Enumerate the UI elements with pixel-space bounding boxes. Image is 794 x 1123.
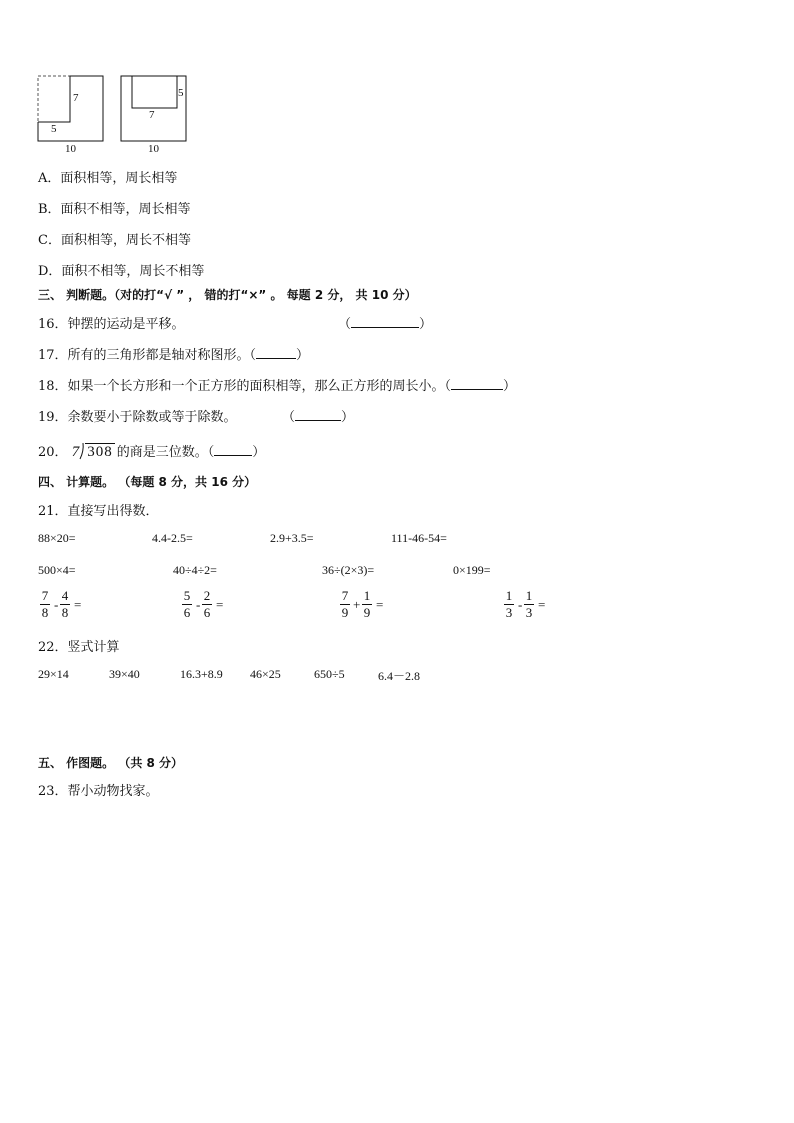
- perimeter-area-figure: [34, 72, 194, 158]
- paren-close: ）: [419, 317, 433, 332]
- divisor: 7: [71, 444, 80, 460]
- calc-row1-item4: 111-46-54=: [391, 531, 447, 545]
- dividend: 308: [87, 444, 113, 460]
- paren-close: ）: [341, 410, 355, 425]
- operator: -: [196, 597, 201, 612]
- equals-sign: =: [74, 597, 82, 612]
- paren-close: ）: [503, 379, 517, 394]
- left-shape-width-label: 5: [51, 123, 57, 135]
- numerator: 1: [363, 588, 371, 603]
- question-18: [38, 375, 516, 394]
- denominator: 9: [341, 605, 349, 620]
- denominator: 9: [363, 605, 371, 620]
- fraction: [182, 589, 192, 620]
- vertical-calc-3: 16.3+8.9: [180, 667, 223, 681]
- right-shape-width-label: 7: [149, 109, 155, 121]
- paren-open: （: [338, 317, 352, 332]
- denominator: 6: [183, 605, 191, 620]
- question-19-answer: [282, 406, 354, 425]
- fraction: [362, 589, 372, 620]
- equals-sign: =: [538, 597, 546, 612]
- answer-blank[interactable]: [451, 377, 503, 390]
- denominator: 3: [525, 605, 533, 620]
- vertical-calc-5: 650÷5: [314, 667, 345, 681]
- section4-title: 四、 计算题。 （每题 8 分，共 16 分）: [38, 475, 257, 489]
- left-shape: [38, 76, 103, 141]
- answer-blank[interactable]: [256, 346, 296, 359]
- option-b: B．面积不相等，周长相等: [38, 202, 191, 217]
- fraction: [202, 589, 212, 620]
- question-17-text: 17．所有的三角形都是轴对称图形。（: [38, 348, 257, 363]
- paren-close: ）: [252, 445, 266, 460]
- answer-blank[interactable]: [295, 408, 341, 421]
- numerator: 7: [341, 588, 349, 603]
- vertical-calc-1: 29×14: [38, 667, 69, 681]
- calc-row1-item2: 4.4-2.5=: [152, 531, 193, 545]
- operator: -: [518, 597, 523, 612]
- equals-sign: =: [376, 597, 384, 612]
- calc-row2-item1: 500×4=: [38, 563, 76, 577]
- calc-row2-item2: 40÷4÷2=: [173, 563, 217, 577]
- question-16: [38, 313, 185, 332]
- numerator: 1: [505, 588, 513, 603]
- fraction: [60, 589, 70, 620]
- operator: +: [353, 597, 361, 612]
- fraction: [504, 589, 514, 620]
- numerator: 7: [41, 588, 49, 603]
- question-21-label: 21．直接写出得数．: [38, 504, 159, 519]
- paren-close: ）: [296, 348, 310, 363]
- denominator: 3: [505, 605, 513, 620]
- denominator: 6: [203, 605, 211, 620]
- long-division: [72, 442, 115, 461]
- option-d: D．面积不相等，周长不相等: [38, 264, 205, 279]
- calc-row2-item3: 36÷(2×3)=: [322, 563, 375, 577]
- calc-row1-item3: 2.9+3.5=: [270, 531, 314, 545]
- question-18-text: 18．如果一个长方形和一个正方形的面积相等，那么正方形的周长小。（: [38, 379, 452, 394]
- numerator: 2: [203, 588, 211, 603]
- denominator: 8: [61, 605, 69, 620]
- paren-open: （: [282, 410, 296, 425]
- section5-title: 五、 作图题。 （共 8 分）: [38, 756, 184, 770]
- numerator: 1: [525, 588, 533, 603]
- question-22-label: 22．竖式计算: [38, 640, 120, 655]
- question-16-text: 16．钟摆的运动是平移。: [38, 317, 185, 332]
- denominator: 8: [41, 605, 49, 620]
- numerator: 5: [183, 588, 191, 603]
- vertical-calc-4: 46×25: [250, 667, 281, 681]
- operator: -: [54, 597, 59, 612]
- section3-title: 三、 判断题。（对的打“√ ” ， 错的打“×” 。 每题 2 分， 共 10 分）: [38, 288, 417, 302]
- question-16-answer: [338, 313, 432, 332]
- question-19: [38, 406, 237, 425]
- vertical-calc-2: 39×40: [109, 667, 140, 681]
- option-c: C．面积相等，周长不相等: [38, 233, 191, 248]
- question-23: 23．帮小动物找家。: [38, 784, 159, 799]
- answer-blank[interactable]: [214, 443, 252, 456]
- right-shape-outer-width-label: 10: [148, 143, 159, 155]
- fraction: [40, 589, 50, 620]
- answer-blank[interactable]: [351, 315, 419, 328]
- numerator: 4: [61, 588, 69, 603]
- calc-row2-item4: 0×199=: [453, 563, 491, 577]
- left-shape-height-label: 7: [73, 92, 79, 104]
- question-20-text: 的商是三位数。（: [116, 445, 215, 460]
- option-a: A．面积相等，周长相等: [38, 171, 178, 186]
- fraction: [340, 589, 350, 620]
- left-shape-outer-width-label: 10: [65, 143, 76, 155]
- question-17: [38, 344, 309, 363]
- vertical-calc-6: 6.4－2.8: [378, 669, 421, 683]
- question-19-text: 19．余数要小于除数或等于除数。: [38, 410, 237, 425]
- right-shape-height-label: 5: [178, 87, 184, 99]
- fraction: [524, 589, 534, 620]
- calc-row1-item1: 88×20=: [38, 531, 76, 545]
- question-20-prefix: 20．: [38, 445, 68, 460]
- equals-sign: =: [216, 597, 224, 612]
- question-20: [38, 441, 265, 461]
